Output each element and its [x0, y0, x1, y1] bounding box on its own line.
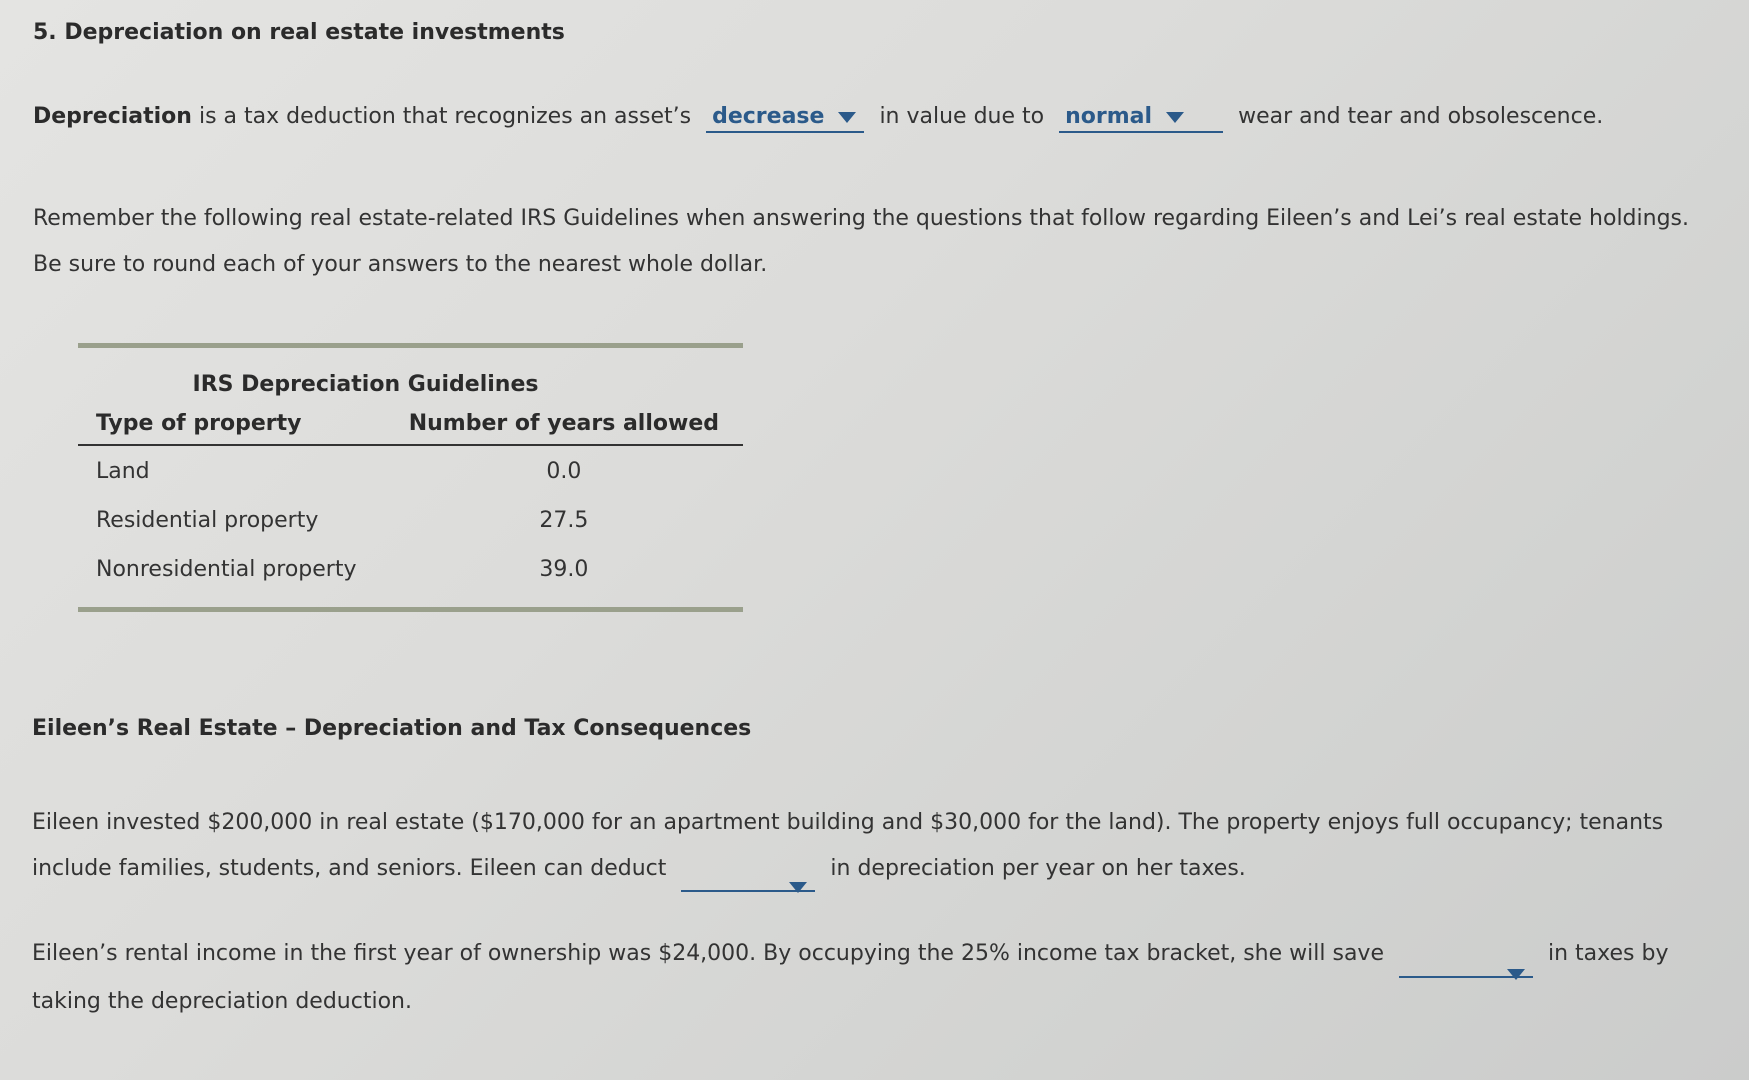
- guidelines-table: [78, 405, 743, 593]
- deduction-question: [32, 800, 1663, 892]
- years-cell: 0.0: [546, 459, 582, 484]
- savings-line-2: taking the depreciation deduction.: [32, 989, 412, 1014]
- table-row: [78, 445, 743, 495]
- property-type-cell: Nonresidential property: [96, 557, 357, 582]
- deduction-text-a: include families, students, and seniors. Eileen can deduct: [32, 856, 667, 881]
- property-type-cell: Residential property: [96, 508, 319, 533]
- definition-text-a: is a tax deduction that recognizes an asset’s: [191, 104, 692, 129]
- chevron-down-icon: [1507, 969, 1525, 980]
- savings-text-a: Eileen’s rental income in the first year of ownership was $24,000. By occupying the 25% income tax bracket, she will save: [32, 941, 1384, 966]
- section-heading: Eileen’s Real Estate – Depreciation and Tax Consequences: [32, 716, 752, 741]
- question-title: 5. Depreciation on real estate investments: [33, 20, 565, 45]
- table-title: IRS Depreciation Guidelines: [192, 372, 539, 397]
- chevron-down-icon: [1166, 112, 1184, 123]
- definition-text-b: in value due to: [879, 104, 1045, 129]
- tax-savings-question: [32, 930, 1668, 1026]
- instructions-line-2: Be sure to round each of your answers to the nearest whole dollar.: [33, 252, 768, 277]
- depreciation-definition: [33, 104, 1603, 133]
- table-row: [78, 495, 743, 544]
- table-top-rule: [78, 343, 743, 348]
- dropdown-value: decrease: [712, 104, 825, 129]
- table-row: [78, 544, 743, 593]
- column-header-years: Number of years allowed: [385, 405, 743, 445]
- irs-guidelines-table: [78, 343, 743, 612]
- property-type-cell: Land: [96, 459, 150, 484]
- deduction-text-b: in depreciation per year on her taxes.: [830, 856, 1246, 881]
- years-cell: 27.5: [539, 508, 589, 533]
- column-header-type: Type of property: [78, 405, 385, 445]
- definition-text-c: wear and tear and obsolescence.: [1238, 104, 1604, 129]
- chevron-down-icon: [789, 882, 807, 893]
- table-header-row: [78, 405, 743, 445]
- dropdown-value: normal: [1065, 104, 1153, 129]
- years-cell: 39.0: [539, 557, 589, 582]
- instructions-line-1: Remember the following real estate-related IRS Guidelines when answering the questions that follow regarding Eileen’s and Lei’s real estate holdings.: [33, 206, 1689, 231]
- depreciation-term: Depreciation: [33, 104, 192, 129]
- change-direction-dropdown[interactable]: [706, 104, 864, 133]
- savings-text-b: in taxes by: [1547, 941, 1669, 966]
- tax-savings-dropdown[interactable]: [1399, 950, 1533, 978]
- instructions: [33, 196, 1689, 288]
- wear-type-dropdown[interactable]: [1059, 104, 1223, 133]
- deduction-line-2: [32, 846, 1663, 892]
- deduction-line-1: Eileen invested $200,000 in real estate ($170,000 for an apartment building and $30,000 for the land). The property enjoys full occupancy; tenants: [32, 810, 1664, 835]
- table-bottom-rule: [78, 607, 743, 612]
- savings-line-1: [32, 930, 1668, 978]
- chevron-down-icon: [838, 112, 856, 123]
- depreciation-amount-dropdown[interactable]: [681, 864, 815, 892]
